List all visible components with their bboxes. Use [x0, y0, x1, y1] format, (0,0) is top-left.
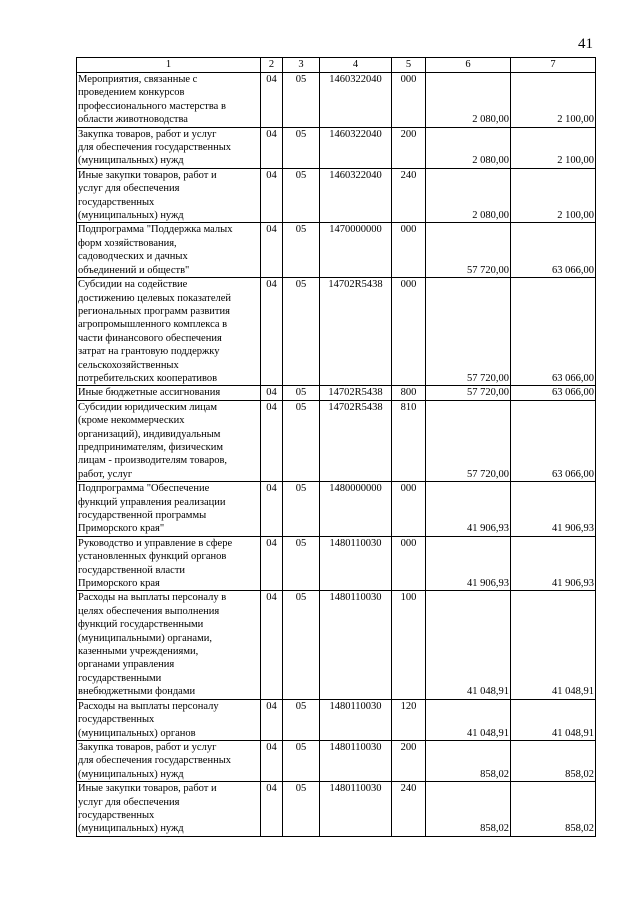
row-name-cell: [77, 699, 261, 740]
row-name-line: органами управления: [78, 659, 175, 671]
table-row: [77, 127, 596, 168]
row-name-cell: [77, 482, 261, 537]
row-name-line: области животноводства: [78, 114, 188, 126]
amount-year1-cell: 858,02: [426, 782, 511, 837]
table-row: [77, 73, 596, 128]
amount-year1-cell: 57 720,00: [426, 223, 511, 278]
column-header: 7: [511, 58, 596, 73]
row-name-line: целях обеспечения выполнения: [78, 605, 220, 617]
row-name-line: Мероприятия, связанные с: [78, 74, 198, 85]
row-name-line: функций государственными: [78, 619, 204, 631]
section-code-cell: 04: [261, 386, 283, 400]
section-code-cell: 04: [261, 73, 283, 128]
row-name-line: Приморского края: [78, 578, 160, 590]
expense-type-cell: 000: [392, 278, 426, 386]
row-name-line: государственных: [78, 714, 155, 726]
subsection-code-cell: 05: [283, 699, 320, 740]
column-header: 1: [77, 58, 261, 73]
amount-year1-cell: 41 906,93: [426, 482, 511, 537]
amount-year2-cell: 41 906,93: [511, 536, 596, 591]
amount-year2-cell: 2 100,00: [511, 168, 596, 223]
amount-year1-cell: 858,02: [426, 740, 511, 781]
row-name-line: Иные бюджетные ассигнования: [78, 387, 221, 399]
row-name-cell: [77, 591, 261, 699]
amount-year1-cell: 57 720,00: [426, 400, 511, 481]
row-name-cell: [77, 278, 261, 386]
target-article-cell: 14702R5438: [320, 400, 392, 481]
subsection-code-cell: 05: [283, 591, 320, 699]
table-row: [77, 223, 596, 278]
amount-year2-cell: 63 066,00: [511, 223, 596, 278]
table-row: [77, 400, 596, 481]
amount-year1-cell: 2 080,00: [426, 73, 511, 128]
target-article-cell: 1460322040: [320, 73, 392, 128]
row-name-cell: [77, 740, 261, 781]
subsection-code-cell: 05: [283, 482, 320, 537]
table-row: [77, 168, 596, 223]
table-row: [77, 699, 596, 740]
row-name-line: профессионального мастерства в: [78, 100, 226, 112]
target-article-cell: 1470000000: [320, 223, 392, 278]
expense-type-cell: 000: [392, 223, 426, 278]
table-row: [77, 536, 596, 591]
section-code-cell: 04: [261, 699, 283, 740]
expense-type-cell: 000: [392, 73, 426, 128]
amount-year1-cell: 41 906,93: [426, 536, 511, 591]
row-name-line: государственной программы: [78, 510, 207, 521]
target-article-cell: 1460322040: [320, 168, 392, 223]
amount-year1-cell: 41 048,91: [426, 591, 511, 699]
amount-year2-cell: 63 066,00: [511, 386, 596, 400]
page-number: 41: [578, 36, 593, 52]
row-name-line: Субсидии на содействие: [78, 279, 188, 291]
row-name-line: Иные закупки товаров, работ и: [78, 783, 217, 795]
expense-type-cell: 800: [392, 386, 426, 400]
subsection-code-cell: 05: [283, 782, 320, 837]
row-name-line: Подпрограмма "Обеспечение: [78, 483, 210, 495]
table-body: [77, 58, 596, 837]
expense-type-cell: 100: [392, 591, 426, 699]
table-row: [77, 740, 596, 781]
row-name-line: (муниципальных) нужд: [78, 823, 184, 835]
section-code-cell: 04: [261, 278, 283, 386]
row-name-line: установленных функций органов: [78, 551, 227, 563]
subsection-code-cell: 05: [283, 536, 320, 591]
amount-year1-cell: 2 080,00: [426, 127, 511, 168]
expense-type-cell: 000: [392, 482, 426, 537]
row-name-line: агропромышленного комплекса в: [78, 319, 228, 331]
table-row: [77, 482, 596, 537]
amount-year2-cell: 63 066,00: [511, 278, 596, 386]
section-code-cell: 04: [261, 400, 283, 481]
row-name-line: затрат на грантовую поддержку: [78, 346, 220, 358]
amount-year2-cell: 41 048,91: [511, 591, 596, 699]
row-name-line: внебюджетными фондами: [78, 686, 196, 698]
subsection-code-cell: 05: [283, 278, 320, 386]
row-name-line: садоводческих и дачных: [78, 251, 188, 263]
row-name-line: государственными: [78, 672, 162, 684]
subsection-code-cell: 05: [283, 168, 320, 223]
target-article-cell: 1480110030: [320, 591, 392, 699]
row-name-line: Закупка товаров, работ и услуг: [78, 741, 217, 753]
row-name-line: Руководство и управление в сфере: [78, 537, 233, 549]
row-name-line: Субсидии юридическим лицам: [78, 401, 217, 413]
row-name-line: (муниципальными) органами,: [78, 632, 212, 644]
subsection-code-cell: 05: [283, 73, 320, 128]
row-name-line: (муниципальных) нужд: [78, 768, 184, 780]
row-name-line: части финансового обеспечения: [78, 332, 222, 344]
table-row: [77, 782, 596, 837]
amount-year2-cell: 858,02: [511, 740, 596, 781]
row-name-line: (муниципальных) нужд: [78, 210, 184, 222]
target-article-cell: 1480110030: [320, 782, 392, 837]
table-row: [77, 278, 596, 386]
target-article-cell: 1480110030: [320, 699, 392, 740]
row-name-line: достижению целевых показателей: [78, 292, 232, 304]
subsection-code-cell: 05: [283, 740, 320, 781]
row-name-line: (муниципальных) нужд: [78, 155, 184, 167]
row-name-line: Расходы на выплаты персоналу в: [78, 592, 227, 604]
row-name-line: функций управления реализации: [78, 496, 226, 508]
section-code-cell: 04: [261, 127, 283, 168]
row-name-line: (кроме некоммерческих: [78, 415, 185, 427]
row-name-line: Иные закупки товаров, работ и: [78, 169, 217, 181]
row-name-line: для обеспечения государственных: [78, 142, 231, 154]
table-header-row: [77, 58, 596, 73]
target-article-cell: 14702R5438: [320, 278, 392, 386]
row-name-line: Закупка товаров, работ и услуг: [78, 128, 217, 140]
target-article-cell: 1460322040: [320, 127, 392, 168]
expense-type-cell: 810: [392, 400, 426, 481]
subsection-code-cell: 05: [283, 223, 320, 278]
row-name-cell: [77, 782, 261, 837]
row-name-line: государственных: [78, 809, 155, 821]
expense-type-cell: 240: [392, 782, 426, 837]
row-name-cell: [77, 73, 261, 128]
row-name-line: Приморского края": [78, 523, 165, 535]
row-name-line: предпринимателям, физическим: [78, 441, 224, 453]
row-name-line: услуг для обеспечения: [78, 183, 180, 195]
row-name-cell: [77, 168, 261, 223]
subsection-code-cell: 05: [283, 386, 320, 400]
row-name-line: объединений и обществ": [78, 264, 190, 276]
section-code-cell: 04: [261, 168, 283, 223]
row-name-line: работ, услуг: [78, 468, 133, 480]
row-name-line: (муниципальных) органов: [78, 727, 196, 739]
row-name-cell: [77, 223, 261, 278]
budget-table: [76, 57, 596, 837]
row-name-line: лицам - производителям товаров,: [78, 455, 228, 467]
row-name-line: проведением конкурсов: [78, 87, 185, 99]
row-name-cell: [77, 400, 261, 481]
section-code-cell: 04: [261, 740, 283, 781]
table-row: [77, 591, 596, 699]
column-header: 4: [320, 58, 392, 73]
subsection-code-cell: 05: [283, 400, 320, 481]
row-name-line: услуг для обеспечения: [78, 796, 180, 808]
row-name-line: Подпрограмма "Поддержка малых: [78, 224, 233, 236]
target-article-cell: 1480110030: [320, 536, 392, 591]
row-name-line: региональных программ развития: [78, 305, 230, 317]
row-name-line: государственных: [78, 196, 155, 208]
subsection-code-cell: 05: [283, 127, 320, 168]
row-name-line: государственной власти: [78, 564, 186, 576]
expense-type-cell: 120: [392, 699, 426, 740]
row-name-line: Расходы на выплаты персоналу: [78, 700, 219, 712]
amount-year1-cell: 2 080,00: [426, 168, 511, 223]
amount-year2-cell: 63 066,00: [511, 400, 596, 481]
target-article-cell: 1480000000: [320, 482, 392, 537]
section-code-cell: 04: [261, 536, 283, 591]
section-code-cell: 04: [261, 591, 283, 699]
amount-year2-cell: 2 100,00: [511, 73, 596, 128]
row-name-cell: [77, 127, 261, 168]
amount-year2-cell: 858,02: [511, 782, 596, 837]
amount-year1-cell: 57 720,00: [426, 278, 511, 386]
row-name-cell: [77, 386, 261, 400]
row-name-line: для обеспечения государственных: [78, 755, 231, 767]
section-code-cell: 04: [261, 223, 283, 278]
row-name-line: казенными учреждениями,: [78, 646, 199, 658]
expense-type-cell: 240: [392, 168, 426, 223]
section-code-cell: 04: [261, 482, 283, 537]
expense-type-cell: 200: [392, 127, 426, 168]
amount-year2-cell: 41 048,91: [511, 699, 596, 740]
column-header: 3: [283, 58, 320, 73]
column-header: 6: [426, 58, 511, 73]
target-article-cell: 14702R5438: [320, 386, 392, 400]
row-name-cell: [77, 536, 261, 591]
amount-year1-cell: 41 048,91: [426, 699, 511, 740]
row-name-line: организаций), индивидуальным: [78, 428, 221, 440]
row-name-line: сельскохозяйственных: [78, 359, 179, 371]
row-name-line: форм хозяйствования,: [78, 237, 177, 249]
column-header: 5: [392, 58, 426, 73]
amount-year1-cell: 57 720,00: [426, 386, 511, 400]
section-code-cell: 04: [261, 782, 283, 837]
column-header: 2: [261, 58, 283, 73]
expense-type-cell: 000: [392, 536, 426, 591]
target-article-cell: 1480110030: [320, 740, 392, 781]
row-name-line: потребительских кооперативов: [78, 372, 218, 384]
amount-year2-cell: 41 906,93: [511, 482, 596, 537]
amount-year2-cell: 2 100,00: [511, 127, 596, 168]
table-row: [77, 386, 596, 400]
expense-type-cell: 200: [392, 740, 426, 781]
